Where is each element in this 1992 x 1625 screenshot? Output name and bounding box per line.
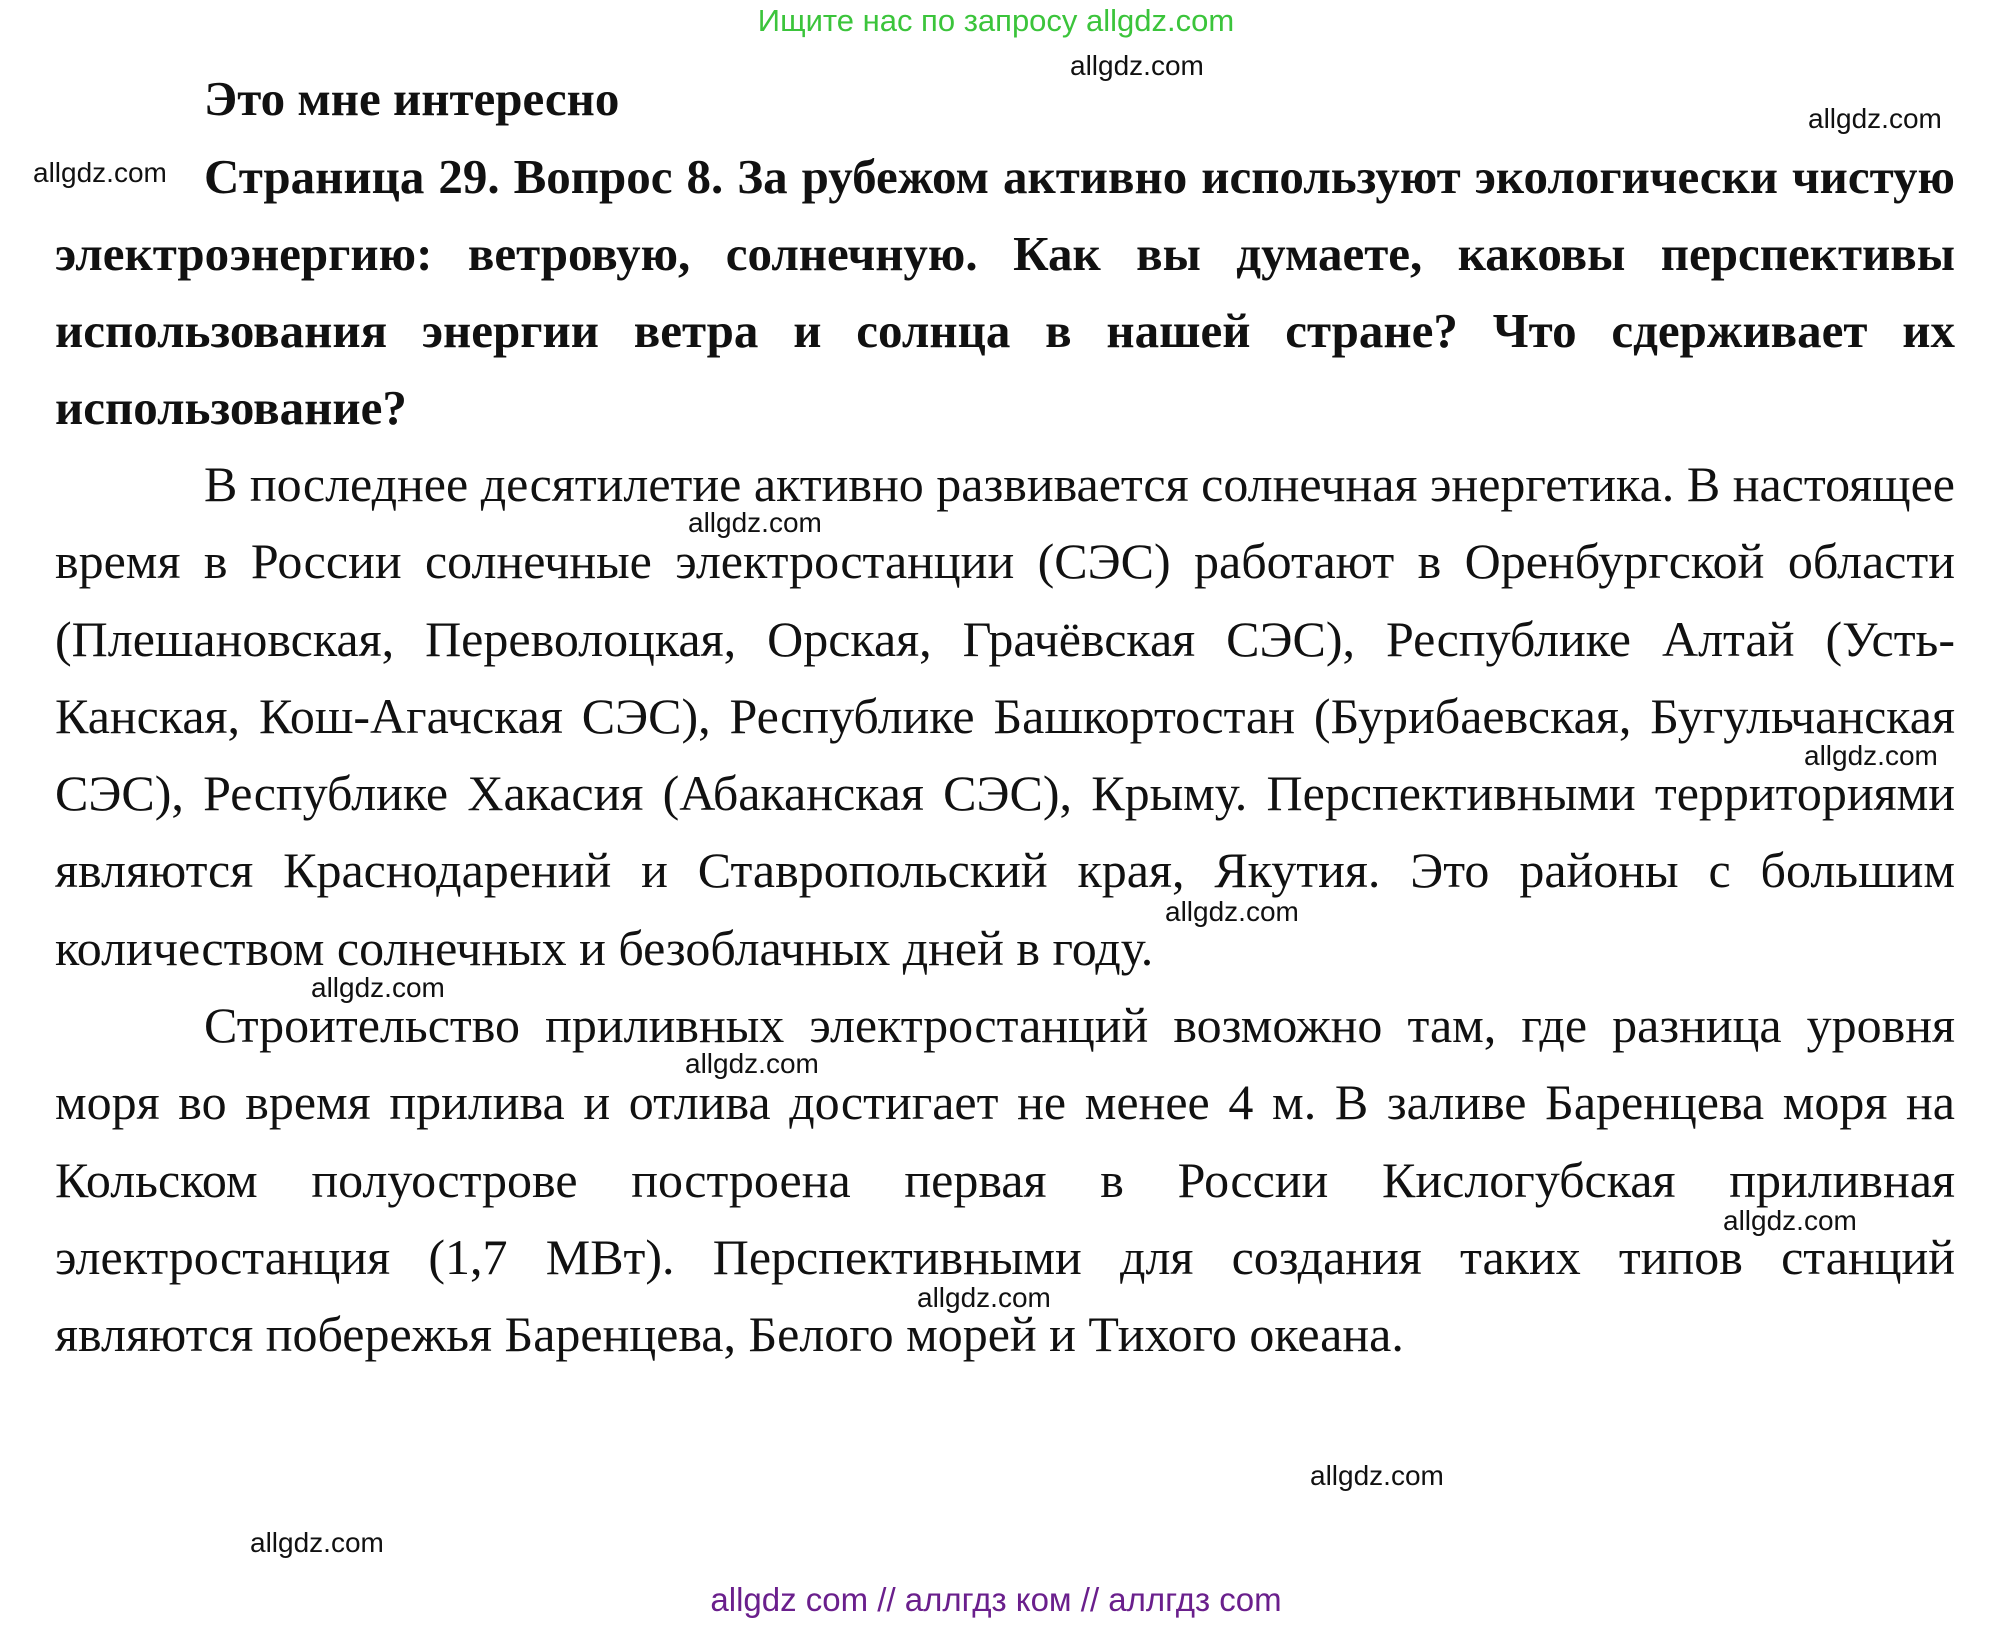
answer-paragraph-1: В последнее десятилетие активно развивается солнечная энергетика. В настоящее время в России солнечные электростанции (СЭС) работают в Оренбургской области (Плешановская, Переволоцкая, Орская, Грачёвская СЭС), Республике Алтай (Усть-Канская, Кош-Агачская СЭС), Республике Башкортостан (Бурибаевская, Бугульчанская СЭС), Республике Хакасия (Абаканская СЭС), Крыму. Перспективными территориями являются Краснодарений и Ставропольский края, Якутия. Это районы с большим количеством солнечных и безоблачных дней в году. <box>55 456 1955 976</box>
watermark: allgdz.com <box>1070 50 1204 81</box>
footer-links[interactable]: allgdz com // аллгдз ком // аллгдз com <box>710 1581 1282 1618</box>
watermark: allgdz.com <box>33 157 167 188</box>
watermark: allgdz.com <box>685 1048 819 1079</box>
watermark: allgdz.com <box>688 507 822 538</box>
watermark: allgdz.com <box>1310 1460 1444 1491</box>
watermark: allgdz.com <box>1808 103 1942 134</box>
top-banner-link[interactable]: Ищите нас по запросу allgdz.com <box>757 3 1235 38</box>
watermark: allgdz.com <box>1723 1205 1857 1236</box>
section-heading: Это мне интересно <box>204 71 620 126</box>
watermark: allgdz.com <box>917 1282 1051 1313</box>
question-text: Страница 29. Вопрос 8. За рубежом активно используют экологически чистую электроэнергию: ветровую, солнечную. Как вы думаете, каковы перспективы использования энергии ветра и солнца в нашей стране? Что сдерживает их использование? <box>55 149 1955 435</box>
watermark: allgdz.com <box>311 972 445 1003</box>
watermark: allgdz.com <box>1804 740 1938 771</box>
watermark: allgdz.com <box>1165 896 1299 927</box>
watermark: allgdz.com <box>250 1527 384 1558</box>
answer-paragraph-2: Строительство приливных электростанций возможно там, где разница уровня моря во время прилива и отлива достигает не менее 4 м. В заливе Баренцева моря на Кольском полуострове построена первая в России Кислогубская приливная электростанция (1,7 МВт). Перспективными для создания таких типов станций являются побережья Баренцева, Белого морей и Тихого океана. <box>55 997 1955 1363</box>
document-content <box>55 60 1955 1374</box>
